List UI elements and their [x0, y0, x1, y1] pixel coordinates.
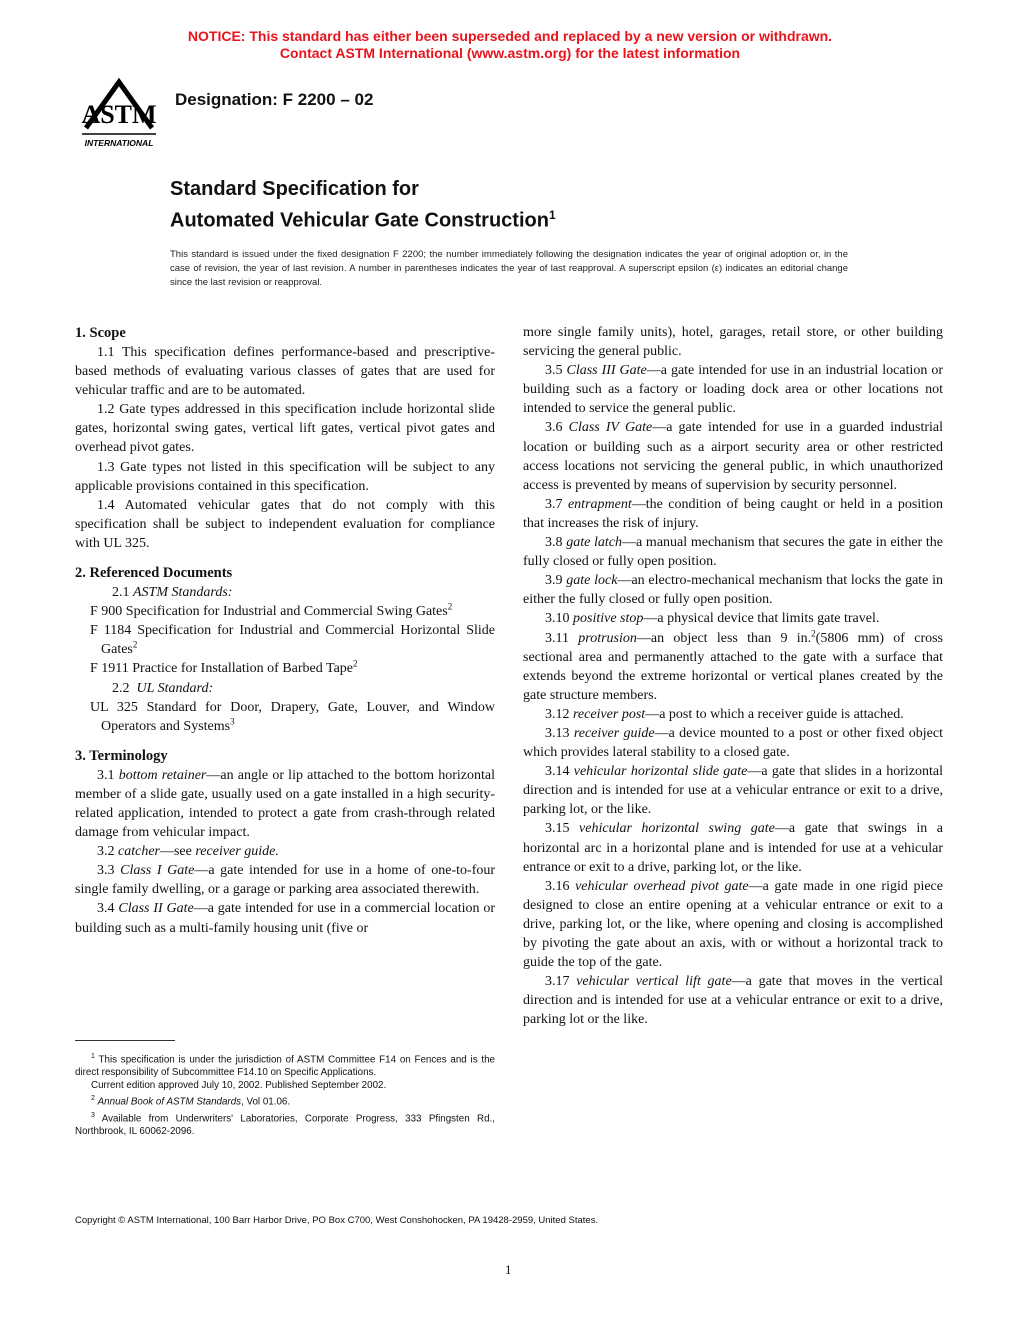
- term-3-4: 3.4 Class II Gate—a gate intended for use in a commercial location or building such as a multi-family housing unit (five or: [75, 901, 495, 936]
- term-3-17: 3.17 vehicular vertical lift gate—a gate that moves in the vertical direction and is intended for use at a vehicular entrance or exit to a drive, parking lot or the like.: [523, 974, 943, 1028]
- term-3-7: 3.7 entrapment—the condition of being caught or held in a position that increases the risk of injury.: [523, 496, 943, 531]
- logo-letters: ASTM: [81, 100, 157, 129]
- paragraph-1-4: 1.4 Automated vehicular gates that do not comply with this specification shall be subject to independent evaluation for compliance with UL 325.: [75, 497, 495, 551]
- term-3-5: 3.5 Class III Gate—a gate intended for use in an industrial location or building such as a factory or loading dock area or other locations not intended to service the general public.: [523, 363, 944, 417]
- paragraph-1-3: 1.3 Gate types not listed in this specification will be subject to any applicable provisions contained in this specification.: [75, 459, 495, 494]
- term-3-12: 3.12 receiver post—a post to which a receiver guide is attached.: [545, 706, 904, 722]
- footnote-divider: [75, 1040, 175, 1041]
- term-3-11: 3.11 protrusion—an object less than 9 in.$^2$(5806 mm) of cross sectional area and permanently attached to the gate with a surface that extends beyond the extreme horizontal or vertical planes created by the gate structure members.: [523, 627, 944, 703]
- paragraph-1-1: 1.1 This specification defines performance-based and prescriptive-based methods of evaluating various classes of gates that are used for vehicular traffic and are to be automated.: [75, 345, 495, 399]
- term-3-13: 3.13 receiver guide—a device mounted to a post or other fixed object which provides lateral stability to a closed gate.: [523, 725, 943, 761]
- page-title: [170, 176, 556, 234]
- footnote-2: $^2$ Annual Book of ASTM Standards, Vol 01.06.: [91, 1095, 291, 1108]
- logo-caption: INTERNATIONAL: [84, 138, 154, 148]
- term-3-6: 3.6 Class IV Gate—a gate intended for use in a guarded industrial location or building such as a airport security area or other restricted access locations not servicing the general public, in which unauthorized access is prevented by means of supervision by security personnel.: [523, 420, 943, 493]
- footnotes: [75, 1050, 495, 1138]
- term-3-14: 3.14 vehicular horizontal slide gate—a gate that slides in a horizontal direction and is intended for use at a vehicular entrance or exit to a drive, parking lot, or the like.: [523, 764, 944, 818]
- ref-f1184: F 1184 Specification for Industrial and Commercial Horizontal Slide Gates$^2$: [90, 623, 495, 658]
- paragraph-1-2: 1.2 Gate types addressed in this specification include horizontal slide gates, horizontal swing gates, vertical lift gates, vertical pivot gates and overhead pivot gates.: [75, 402, 495, 456]
- term-3-3: 3.3 Class I Gate—a gate intended for use in a home of one-to-four single family dwelling, or a garage or parking area associated therewith.: [75, 863, 496, 898]
- section-heading-terminology: 3. Terminology: [75, 747, 168, 764]
- notice-line-2: Contact ASTM International (www.astm.org) for the latest information: [279, 45, 741, 61]
- title-footnote-mark: 1: [548, 208, 556, 222]
- copyright: Copyright © ASTM International, 100 Barr Harbor Drive, PO Box C700, West Conshohocken, PA 19428-2959, United States.: [75, 1215, 599, 1226]
- term-3-10: 3.10 positive stop—a physical device that limits gate travel.: [545, 611, 880, 627]
- designation: Designation: F 2200 – 02: [175, 90, 374, 109]
- term-3-4-continued: more single family units), hotel, garages, retail store, or other building servicing the general public.: [523, 325, 943, 360]
- astm-logo-icon: [74, 76, 164, 152]
- term-3-8: 3.8 gate latch—a manual mechanism that secures the gate in either the fully closed or fully open position.: [523, 535, 943, 570]
- ref-ul-heading: 2.2 UL Standard:: [112, 680, 214, 696]
- page-number: 1: [505, 1262, 512, 1277]
- footnote-1-b: Current edition approved July 10, 2002. Published September 2002.: [91, 1080, 387, 1092]
- term-3-15: 3.15 vehicular horizontal swing gate—a gate that swings in a horizontal arc in a horizontal plane and is intended for use at a vehicular entrance or exit to a drive, parking lot, or the like.: [523, 821, 944, 875]
- issue-note: This standard is issued under the fixed designation F 2200; the number immediately following the designation indicates the year of original adoption or, in the case of revision, the year of last revision. A number in parentheses indicates the year of last reapproval. A superscript epsilon (ε) indicates an editorial change since the last revision or reapproval.: [170, 249, 848, 288]
- footnote-3: $^3$ Available from Underwriters' Laboratories, Corporate Progress, 333 Pfingsten Rd., Northbrook, IL 60062-2096.: [75, 1111, 495, 1137]
- term-3-16: 3.16 vehicular overhead pivot gate—a gate made in one rigid piece designed to close an entire opening at a vehicular entrance or exit to a drive, parking lot, or the like, where opening and closing is accomplished by pivoting the gate about an axis, with or without a horizontal track to guide the top of the gate.: [523, 878, 943, 971]
- section-heading-scope: 1. Scope: [75, 325, 126, 341]
- title-line-1: Standard Specification for: [170, 178, 419, 200]
- right-column: [523, 323, 943, 1029]
- footnote-1: $^1$ This specification is under the jurisdiction of ASTM Committee F14 on Fences and is the direct responsibility of Subcommittee F14.10 on Specific Applications.: [75, 1053, 495, 1079]
- term-3-1: 3.1 bottom retainer—an angle or lip attached to the bottom horizontal member of a slide gate, usually used on a gate installed in a high security-related application, intended to protect a gate from crash-through related damage from vehicular impact.: [75, 767, 496, 841]
- ref-f1911: F 1911 Practice for Installation of Barbed Tape$^2$: [90, 658, 358, 677]
- ref-f900: F 900 Specification for Industrial and Commercial Swing Gates$^2$: [90, 601, 453, 620]
- left-column: [75, 323, 495, 938]
- notice-banner: [0, 28, 1020, 62]
- notice-line-1: NOTICE: This standard has either been superseded and replaced by a new version or withdrawn.: [187, 28, 833, 44]
- title-line-2: Automated Vehicular Gate Construction$^1$: [170, 208, 556, 232]
- ref-ul325: UL 325 Standard for Door, Drapery, Gate, Louver, and Window Operators and Systems$^3$: [90, 699, 495, 734]
- section-heading-references: 2. Referenced Documents: [75, 565, 233, 582]
- term-3-2: 3.2 catcher—see receiver guide.: [97, 844, 279, 860]
- ref-astm-heading: 2.1 ASTM Standards:: [112, 585, 233, 601]
- term-3-9: 3.9 gate lock—an electro-mechanical mechanism that locks the gate in either the fully closed or fully open position.: [523, 573, 944, 608]
